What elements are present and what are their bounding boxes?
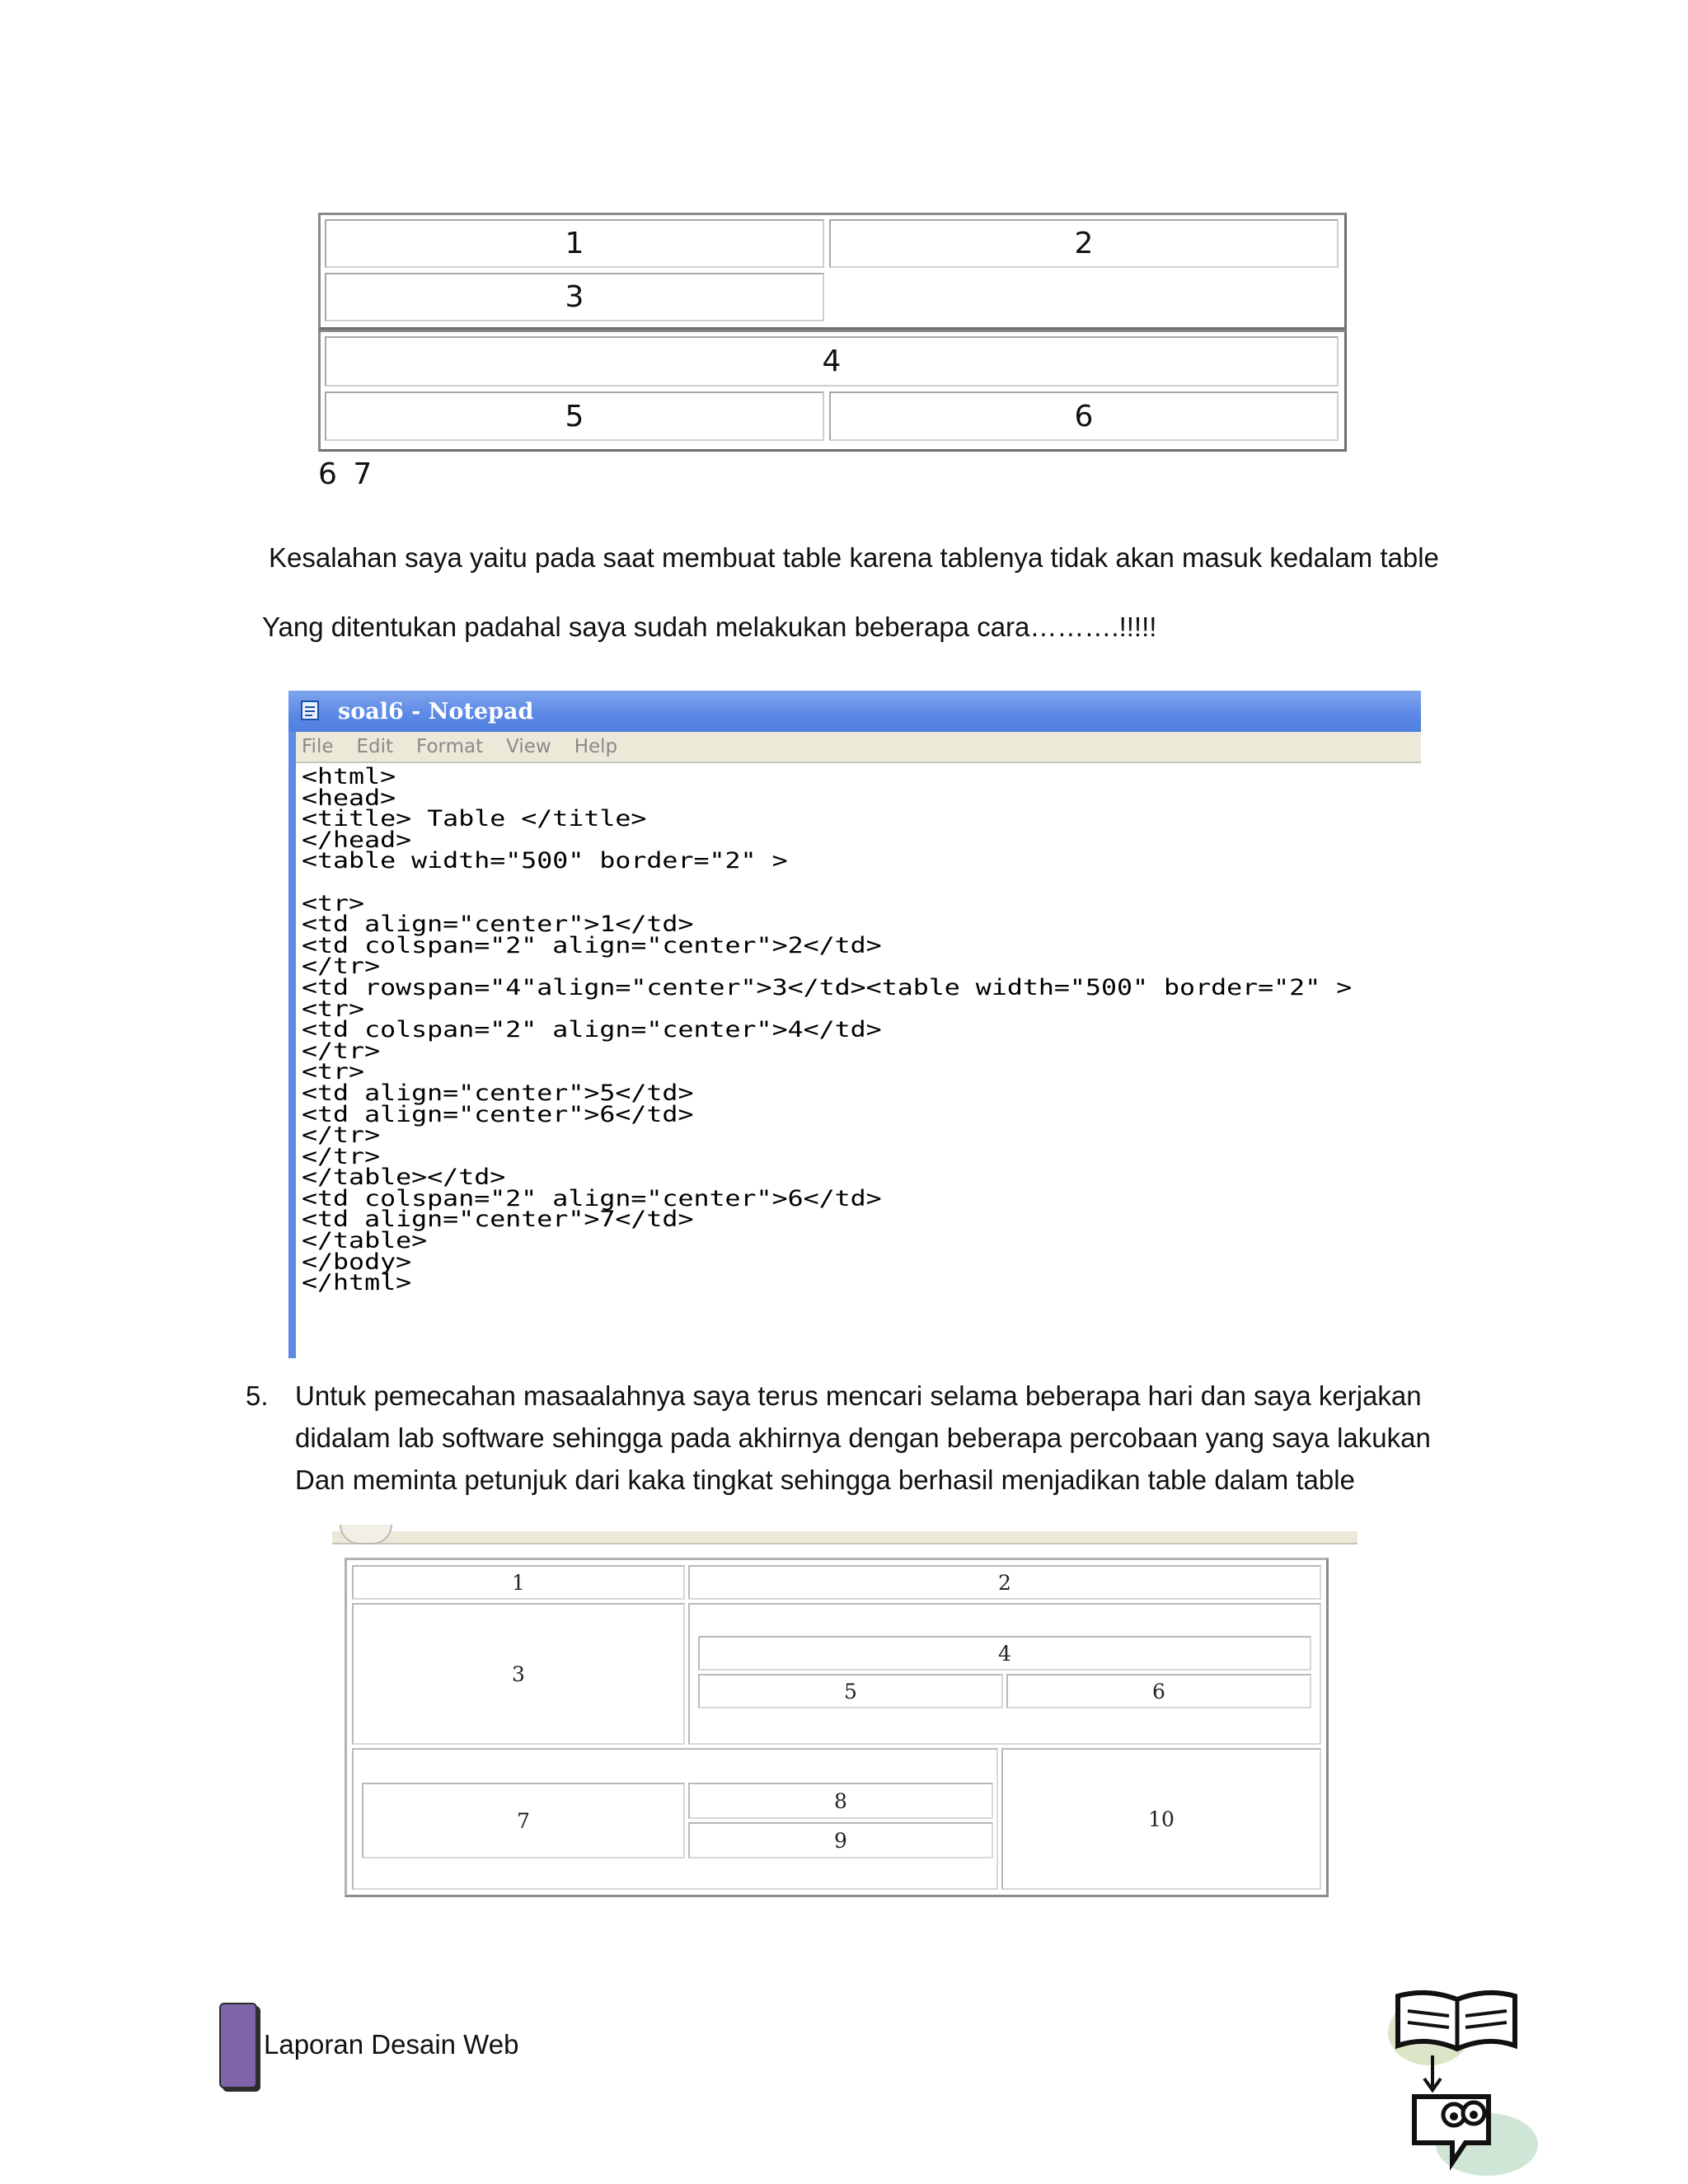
footer-label: Laporan Desain Web bbox=[264, 2029, 519, 2060]
book-reader-logo-icon bbox=[1381, 1981, 1538, 2179]
nested-cell-2: 2 bbox=[688, 1565, 1321, 1600]
table-cell-5: 5 bbox=[325, 391, 824, 441]
inner-cell-6: 6 bbox=[1006, 1674, 1311, 1708]
menu-edit[interactable]: Edit bbox=[356, 736, 394, 757]
table-cell-4: 4 bbox=[325, 336, 1339, 387]
table-cell-1: 1 bbox=[325, 219, 824, 268]
nested-cell-with-inner-table bbox=[688, 1603, 1321, 1745]
solution-line-1: Untuk pemecahan masaalahnya saya terus mencari selama beberapa hari dan saya kerjakan bbox=[295, 1380, 1422, 1411]
inner-cell-8: 8 bbox=[688, 1783, 993, 1819]
menu-view[interactable]: View bbox=[506, 736, 551, 757]
browser-toolbar-strip bbox=[332, 1531, 1357, 1544]
menu-file[interactable]: File bbox=[302, 736, 334, 757]
rendered-table-incorrect bbox=[318, 213, 1352, 457]
inner-cell-4: 4 bbox=[698, 1636, 1311, 1671]
nested-cell-with-inner-table-2 bbox=[352, 1748, 998, 1890]
inner-table bbox=[318, 330, 1347, 452]
error-description-line-1: Kesalahan saya yaitu pada saat membuat table karena tablenya tidak akan masuk kedalam table bbox=[269, 542, 1439, 573]
window-left-border bbox=[288, 732, 296, 1358]
notepad-app-icon bbox=[298, 699, 323, 722]
nested-cell-3: 3 bbox=[352, 1603, 685, 1745]
rendered-table-nested bbox=[345, 1558, 1329, 1897]
table-cell-3: 3 bbox=[325, 273, 824, 321]
outer-table bbox=[318, 213, 1347, 330]
notepad-title-bar[interactable] bbox=[288, 691, 1421, 732]
menu-format[interactable]: Format bbox=[416, 736, 484, 757]
menu-bar bbox=[288, 732, 1421, 763]
menu-help[interactable]: Help bbox=[574, 736, 618, 757]
code-text-area[interactable]: <html> <head> <title> Table </title> </head> <table width="500" border="2" > <tr> <td align="center">1</td> <td colspan="2" align="center">2</td> </tr> <td rowspan="4"align="center">3</td><table width="500" border="2" > <tr> <td colspan="2" align="center">4</td> </tr> <tr> <td align="center">5</td> <td align="center">6</td> </tr> </tr> </table></td> <td colspan="2" align="center">6</td> <td align="center">7</td> </table> </body> </html> bbox=[302, 764, 1353, 1296]
solution-line-3: Dan meminta petunjuk dari kaka tingkat sehingga berhasil menjadikan table dalam table bbox=[295, 1465, 1355, 1495]
table-cell-2: 2 bbox=[829, 219, 1339, 268]
solution-line-2: didalam lab software sehingga pada akhirnya dengan beberapa percobaan yang saya lakukan bbox=[295, 1422, 1431, 1453]
inner-cell-7: 7 bbox=[362, 1783, 685, 1858]
table-cell-6: 6 bbox=[829, 391, 1339, 441]
nested-cell-1: 1 bbox=[352, 1565, 685, 1600]
inner-cell-9: 9 bbox=[688, 1822, 993, 1858]
error-description-line-2: Yang ditentukan padahal saya sudah melakukan beberapa cara……….!!!!! bbox=[262, 612, 1157, 642]
inner-cell-5: 5 bbox=[698, 1674, 1003, 1708]
window-title: soal6 - Notepad bbox=[338, 698, 534, 724]
list-number: 5. bbox=[246, 1380, 269, 1411]
footer-accent-bar bbox=[219, 2003, 257, 2088]
stray-cell-text: 6 7 bbox=[318, 457, 376, 491]
nested-cell-10: 10 bbox=[1001, 1748, 1321, 1890]
notepad-window bbox=[288, 691, 1421, 1358]
